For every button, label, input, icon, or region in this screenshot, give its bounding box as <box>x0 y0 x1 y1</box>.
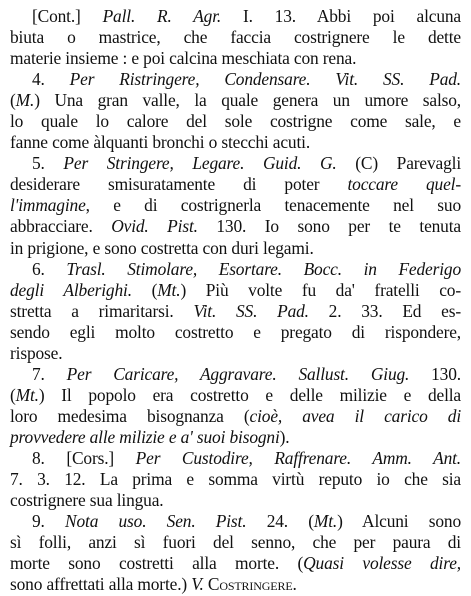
text-line <box>10 195 461 216</box>
dictionary-entry <box>10 69 461 153</box>
text-line <box>10 90 461 111</box>
italic-text: provvedere alle milizie e a' suoi bisogni <box>10 426 280 447</box>
italic-text: l'immagine <box>10 195 86 216</box>
text-line <box>10 469 461 490</box>
text-run: , e di costrignerla tenacemente nel suo <box>85 195 461 216</box>
text-line <box>10 511 461 532</box>
text-line <box>10 532 461 553</box>
text-run: loro medesima bisognanza ( <box>10 405 250 426</box>
text-line <box>10 216 461 237</box>
text-run: in prigione, e sono costretta con duri legami. <box>10 237 314 258</box>
italic-text: Trasl. Stimolare, Esortare. Bocc. in Federigo <box>66 258 461 279</box>
italic-text: Quasi volesse dire, <box>303 553 461 574</box>
dictionary-entry <box>10 6 461 69</box>
text-run: materie insieme : e poi calcina meschiata con rena. <box>10 48 357 69</box>
text-line <box>10 427 461 448</box>
text-line <box>10 301 461 322</box>
text-run: 8. [Cors.] <box>32 447 136 468</box>
text-run: ( <box>10 90 16 111</box>
text-run: I. 13. Abbi poi alcuna <box>221 6 461 26</box>
italic-text: Mt. <box>313 511 338 532</box>
text-run: 5. <box>32 153 64 174</box>
text-run: 7. <box>32 363 67 384</box>
text-run: 130. Io sono per te tenuta <box>197 216 461 237</box>
italic-text: Nota uso. Sen. Pist. <box>65 511 247 532</box>
text-line <box>10 574 461 595</box>
text-run: 6. <box>32 258 67 279</box>
text-line <box>10 111 461 132</box>
text-run: desiderare smisuratamente di poter <box>10 174 348 195</box>
italic-text: V. <box>191 574 204 595</box>
text-run: biuta o mastrice, che faccia costrignere le dette <box>10 27 461 48</box>
text-line <box>10 322 461 343</box>
text-line <box>10 69 461 90</box>
italic-text: cioè, avea il carico di <box>249 405 462 426</box>
text-run: 7. 3. 12. La prima e somma virtù reputo io che sia <box>10 469 461 490</box>
italic-text: Per Ristringere, Condensare. Vit. SS. Pad. <box>69 69 461 90</box>
text-line <box>10 280 461 301</box>
dictionary-entry <box>10 511 461 595</box>
text-run: [Cont.] <box>32 6 103 26</box>
dictionary-entry <box>10 259 461 364</box>
text-run: sì folli, anzi sì fuori del senno, che per paura di <box>10 532 461 553</box>
italic-text: Mt. <box>157 279 181 300</box>
text-run: sendo egli molto costretto e pregato di rispondere, <box>10 321 461 342</box>
text-run: ) Una gran valle, la quale genera un umore salso, <box>34 90 461 111</box>
text-run: stretta a rimaritarsi. <box>10 300 194 321</box>
italic-text: degli Alberighi. <box>10 279 132 300</box>
text-line <box>10 48 461 69</box>
italic-text: Vit. SS. Pad. <box>193 300 309 321</box>
text-run: sono affrettati alla morte.) <box>10 574 192 595</box>
text-line <box>10 132 461 153</box>
text-run: 2. 33. Ed es- <box>308 300 461 321</box>
text-line <box>10 153 461 174</box>
dictionary-entry <box>10 364 461 448</box>
text-line <box>10 406 461 427</box>
text-line <box>10 490 461 511</box>
italic-text: Pall. R. Agr. <box>102 6 222 26</box>
text-run: lo quale lo calore del sole costrigne come sale, e <box>10 111 461 132</box>
text-line <box>10 259 461 280</box>
text-run: 4. <box>32 69 70 90</box>
text-run: costrignere sua lingua. <box>10 490 164 511</box>
italic-text: Per Caricare, Aggravare. Sallust. Giug. <box>66 363 410 384</box>
text-line <box>10 238 461 259</box>
text-line <box>10 385 461 406</box>
dictionary-entry <box>10 448 461 511</box>
italic-text: toccare quel- <box>347 174 461 195</box>
text-run: ). <box>279 426 290 447</box>
text-line <box>10 553 461 574</box>
text-line <box>10 6 461 27</box>
text-run: ) Alcuni sono <box>337 511 461 532</box>
italic-text: Mt. <box>15 384 39 405</box>
text-run: Costringere. <box>207 574 297 595</box>
text-run: (C) Parevagli <box>336 153 462 174</box>
text-line <box>10 343 461 364</box>
text-run: ) Il popolo era costretto e delle milizie e della <box>38 384 461 405</box>
text-line <box>10 174 461 195</box>
text-run: 9. <box>32 511 66 532</box>
text-run: rispose. <box>10 342 63 363</box>
italic-text: Per Stringere, Legare. Guid. G. <box>63 153 337 174</box>
text-run: 130. <box>409 363 461 384</box>
text-line <box>10 27 461 48</box>
italic-text: Per Custodire, Raffrenare. Amm. Ant. <box>135 447 462 468</box>
italic-text: M. <box>15 90 35 111</box>
text-run: ( <box>131 279 158 300</box>
text-run: ) Più volte fu da' fratelli co- <box>180 279 461 300</box>
text-run: ( <box>10 384 16 405</box>
text-line <box>10 448 461 469</box>
text-run: fanne come àlquanti bronchi o stecchi acuti. <box>10 132 311 153</box>
text-run: morte sono costretti alla morte. ( <box>10 553 304 574</box>
text-run: 24. ( <box>246 511 314 532</box>
italic-text: Ovid. Pist. <box>111 216 198 237</box>
text-line <box>10 364 461 385</box>
dictionary-entry <box>10 153 461 258</box>
text-run: abbracciare. <box>10 216 112 237</box>
